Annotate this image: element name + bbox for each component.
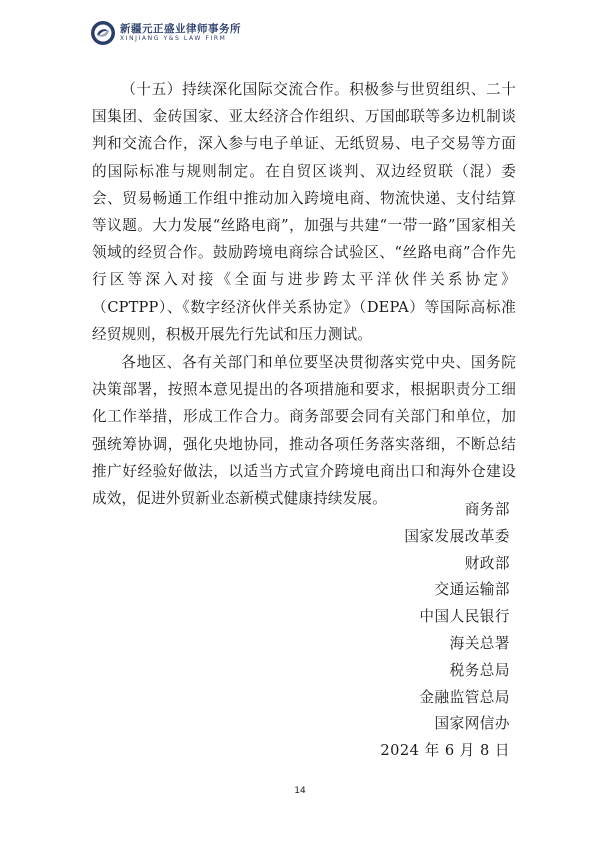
paragraph-international-cooperation: （十五）持续深化国际交流合作。积极参与世贸组织、二十国集团、金砖国家、亚太经济合作组织、万国邮联等多边机制谈判和交流合作，深入参与电子单证、无纸贸易、电子交易等方面的国际标准与规则制定。在自贸区谈判、双边经贸联（混）委会、贸易畅通工作组中推动加入跨境电商、物流快递、支付结算等议题。大力发展“丝路电商”，加强与共建“一带一路”国家相关领域的经贸合作。鼓励跨境电商综合试验区、“丝路电商”合作先行区等深入对接《全面与进步跨太平洋伙伴关系协定》（CPTPP）、《数字经济伙伴关系协定》（DEPA）等国际高标准经贸规则，积极开展先行先试和压力测试。: [92, 81, 516, 343]
signatory-pboc: 中国人民银行: [419, 608, 510, 626]
firm-name-en: XINJIANG Y&S LAW FIRM: [120, 35, 227, 42]
firm-logo-icon: [90, 20, 116, 46]
signatory-customs: 海关总署: [449, 634, 510, 652]
document-body: [92, 76, 516, 512]
signatory-nfra: 金融监管总局: [419, 688, 510, 706]
signatory-cac: 国家网信办: [434, 715, 510, 733]
signatory-mof: 财政部: [464, 554, 510, 572]
signatory-mot: 交通运输部: [434, 581, 510, 599]
page-header: [90, 20, 390, 48]
signatory-block: [380, 497, 510, 765]
paragraph-implementation: 各地区、各有关部门和单位要坚决贯彻落实党中央、国务院决策部署，按照本意见提出的各项措施和要求，根据职责分工细化工作举措，形成工作合力。商务部要会同有关部门和单位，加强统筹协调，强化央地协同，推动各项任务落实落细，不断总结推广好经验好做法，以适当方式宣介跨境电商出口和海外仓建设成效，促进外贸新业态新模式健康持续发展。: [92, 354, 516, 508]
document-date: 2024 年 6 月 8 日: [380, 742, 510, 760]
signatory-mofcom: 商务部: [464, 501, 510, 518]
firm-name-cn: 新疆元正盛业律师事务所: [120, 23, 241, 35]
signatory-tax: 税务总局: [449, 661, 510, 679]
page-number: 14: [294, 786, 306, 796]
signatory-ndrc: 国家发展改革委: [404, 527, 510, 545]
